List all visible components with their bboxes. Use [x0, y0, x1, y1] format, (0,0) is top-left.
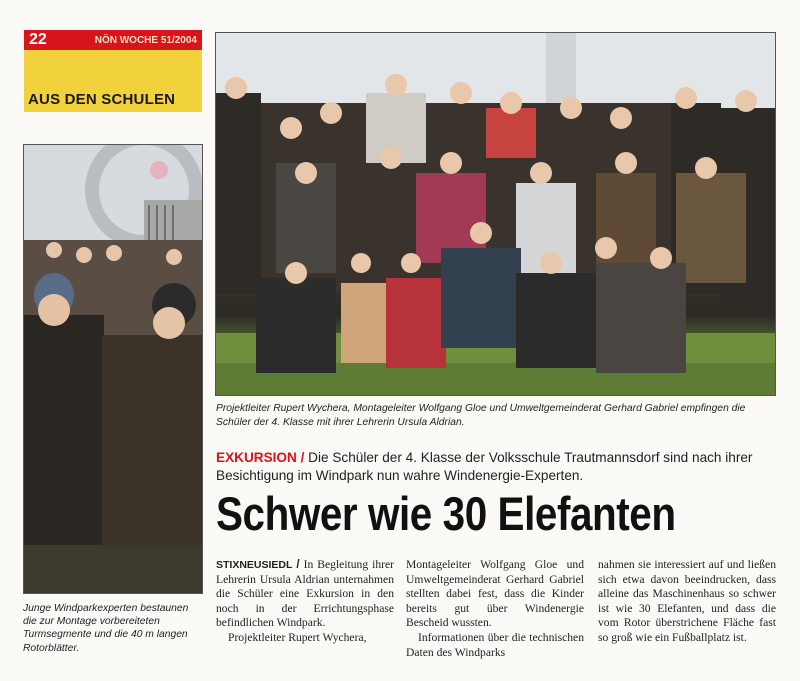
column-2-paragraph-1: Montageleiter Wolfgang Gloe und Umweltgemeinderat Gerhard Gabriel stellten dabei fest, dass die Kinder bereits gut über Windenergie Bescheid wussten.	[406, 558, 584, 630]
group-photo	[215, 32, 776, 396]
dek-text: Die Schüler der 4. Klasse der Volksschule Trautmannsdorf sind nach ihrer Besichtigung im Windpark nun wahre Windenergie-Experten.	[216, 450, 753, 483]
column-1-paragraph-1: In Begleitung ihrer Lehrerin Ursula Aldrian unternahmen die Schüler eine Exkursion in den noch in der Errichtungsphase befindlichen Windpark.	[216, 558, 395, 630]
article-dek	[216, 449, 776, 485]
article-headline: Schwer wie 30 Elefanten	[216, 487, 676, 540]
dateline-separator: /	[296, 558, 300, 571]
rotor-photo-illustration	[24, 145, 202, 593]
group-photo-caption: Projektleiter Rupert Wychera, Montageleiter Wolfgang Gloe und Umweltgemeinderat Gerhard Gabriel empfingen die Schüler der 4. Klasse mit ihrer Lehrerin Ursula Aldrian.	[216, 403, 746, 428]
article-column-2	[406, 558, 584, 660]
column-2-paragraph-2: Informationen über die technischen Daten des Windparks	[406, 630, 584, 659]
rotor-photo	[23, 144, 203, 594]
article-column-1	[216, 558, 394, 646]
issue-label: NÖN WOCHE 51/2004	[94, 34, 197, 46]
kicker-separator: /	[300, 450, 305, 465]
section-label: AUS DEN SCHULEN	[28, 91, 176, 108]
column-1-paragraph-2: Projektleiter Rupert Wychera,	[228, 630, 367, 644]
column-3-paragraph-1: nahmen sie interessiert auf und ließen sich etwa davon beeindrucken, dass alleine das Maschinenhaus so schwer ist wie 30 Elefanten, und dass die vom Rotor überstrichene Fläche fast so groß wie ein Fußballplatz ist.	[598, 558, 776, 644]
page-header-bar	[24, 30, 202, 50]
rotor-photo-caption: Junge Windparkexperten bestaunen die zur Montage vorbereiteten Turmsegmente und die 40 m langen Rotorblätter.	[23, 603, 189, 654]
article-kicker: EXKURSION	[216, 450, 297, 465]
article-column-3	[598, 558, 776, 646]
section-box	[24, 50, 202, 112]
dateline: STIXNEUSIEDL	[216, 559, 293, 571]
page-number: 22	[29, 31, 47, 48]
group-photo-illustration	[216, 33, 775, 395]
